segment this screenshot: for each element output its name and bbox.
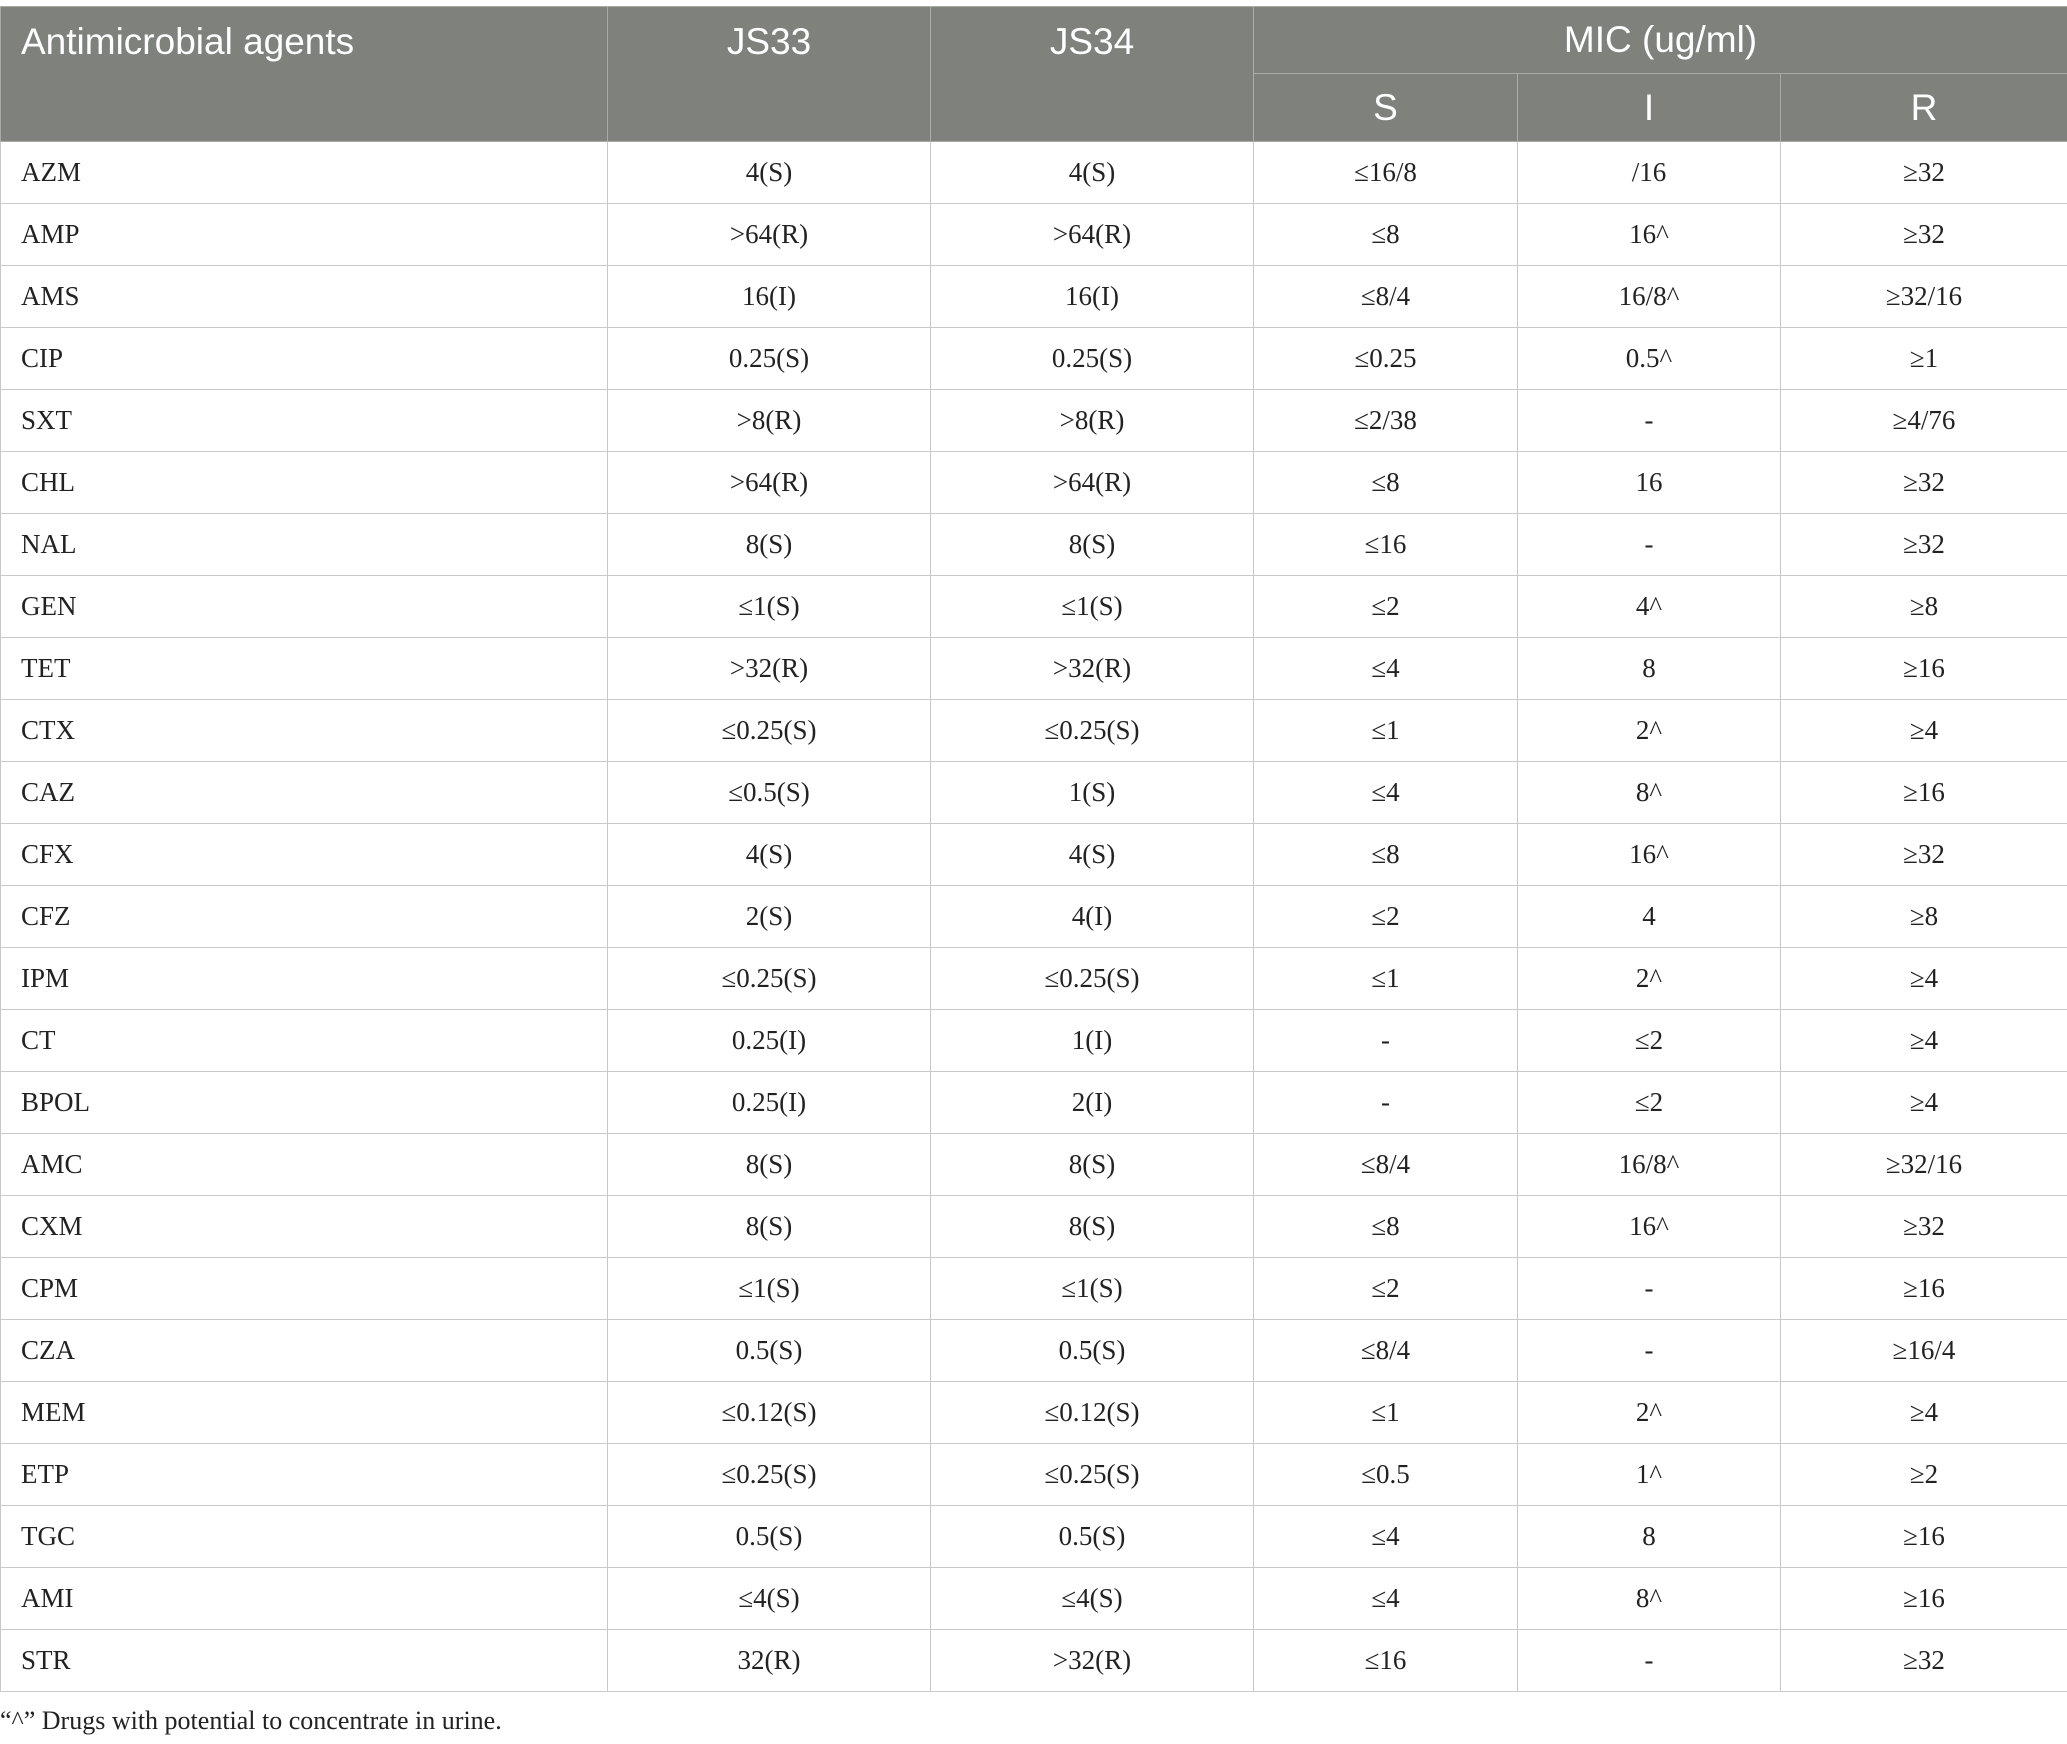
mic-s-cell: ≤8	[1254, 824, 1518, 886]
header-js34: JS34	[931, 7, 1254, 142]
mic-i-cell: ≤2	[1518, 1072, 1781, 1134]
agent-cell: CTX	[1, 700, 608, 762]
mic-i-cell: 16^	[1518, 824, 1781, 886]
js34-cell: 0.5(S)	[931, 1320, 1254, 1382]
js33-cell: 4(S)	[608, 142, 931, 204]
mic-s-cell: ≤8/4	[1254, 1134, 1518, 1196]
agent-cell: CT	[1, 1010, 608, 1072]
table-row	[1, 514, 2067, 576]
mic-i-cell: 0.5^	[1518, 328, 1781, 390]
table-row	[1, 204, 2067, 266]
js34-cell: >64(R)	[931, 452, 1254, 514]
js34-cell: >8(R)	[931, 390, 1254, 452]
mic-s-cell: ≤4	[1254, 638, 1518, 700]
mic-s-cell: ≤2	[1254, 886, 1518, 948]
js34-cell: 4(S)	[931, 824, 1254, 886]
mic-s-cell: ≤16	[1254, 1630, 1518, 1692]
js34-cell: 16(I)	[931, 266, 1254, 328]
mic-s-cell: ≤16/8	[1254, 142, 1518, 204]
mic-s-cell: ≤8	[1254, 452, 1518, 514]
table-row	[1, 1568, 2067, 1630]
agent-cell: STR	[1, 1630, 608, 1692]
mic-r-cell: ≥16	[1781, 1258, 2067, 1320]
mic-s-cell: ≤8/4	[1254, 1320, 1518, 1382]
agent-cell: AZM	[1, 142, 608, 204]
js34-cell: 8(S)	[931, 514, 1254, 576]
table-row	[1, 142, 2067, 204]
mic-s-cell: ≤0.5	[1254, 1444, 1518, 1506]
js33-cell: 8(S)	[608, 514, 931, 576]
agent-cell: CHL	[1, 452, 608, 514]
table-row	[1, 390, 2067, 452]
mic-r-cell: ≥16	[1781, 1568, 2067, 1630]
js33-cell: >8(R)	[608, 390, 931, 452]
mic-s-cell: -	[1254, 1072, 1518, 1134]
mic-r-cell: ≥8	[1781, 886, 2067, 948]
mic-i-cell: 16^	[1518, 204, 1781, 266]
table-row	[1, 1010, 2067, 1072]
js33-cell: ≤0.5(S)	[608, 762, 931, 824]
js33-cell: >64(R)	[608, 204, 931, 266]
js34-cell: ≤1(S)	[931, 1258, 1254, 1320]
mic-r-cell: ≥32	[1781, 1630, 2067, 1692]
mic-r-cell: ≥2	[1781, 1444, 2067, 1506]
mic-s-cell: -	[1254, 1010, 1518, 1072]
js34-cell: ≤0.12(S)	[931, 1382, 1254, 1444]
agent-cell: AMP	[1, 204, 608, 266]
js34-cell: 1(S)	[931, 762, 1254, 824]
table-row	[1, 886, 2067, 948]
mic-r-cell: ≥32	[1781, 142, 2067, 204]
agent-cell: TGC	[1, 1506, 608, 1568]
js33-cell: 8(S)	[608, 1134, 931, 1196]
mic-i-cell: -	[1518, 1630, 1781, 1692]
js33-cell: ≤0.25(S)	[608, 948, 931, 1010]
agent-cell: GEN	[1, 576, 608, 638]
table-row	[1, 266, 2067, 328]
antimicrobial-mic-table	[0, 6, 2067, 1692]
mic-s-cell: ≤0.25	[1254, 328, 1518, 390]
mic-s-cell: ≤1	[1254, 1382, 1518, 1444]
js33-cell: 0.25(I)	[608, 1010, 931, 1072]
mic-s-cell: ≤8	[1254, 1196, 1518, 1258]
mic-i-cell: 16	[1518, 452, 1781, 514]
table-row	[1, 1444, 2067, 1506]
js33-cell: 16(I)	[608, 266, 931, 328]
js33-cell: 0.5(S)	[608, 1506, 931, 1568]
mic-r-cell: ≥4	[1781, 700, 2067, 762]
mic-i-cell: -	[1518, 514, 1781, 576]
mic-i-cell: 2^	[1518, 700, 1781, 762]
agent-cell: TET	[1, 638, 608, 700]
mic-i-cell: 8^	[1518, 1568, 1781, 1630]
mic-s-cell: ≤16	[1254, 514, 1518, 576]
agent-cell: AMS	[1, 266, 608, 328]
mic-i-cell: ≤2	[1518, 1010, 1781, 1072]
header-i: I	[1518, 74, 1781, 142]
header-r: R	[1781, 74, 2067, 142]
js34-cell: >64(R)	[931, 204, 1254, 266]
js34-cell: 1(I)	[931, 1010, 1254, 1072]
table-row	[1, 700, 2067, 762]
table-footnote: “^” Drugs with potential to concentrate in urine.	[0, 1706, 502, 1735]
agent-cell: SXT	[1, 390, 608, 452]
table-row	[1, 1258, 2067, 1320]
header-row-top	[1, 7, 2067, 74]
mic-r-cell: ≥4	[1781, 1010, 2067, 1072]
mic-r-cell: ≥16	[1781, 762, 2067, 824]
table-row	[1, 638, 2067, 700]
mic-i-cell: 2^	[1518, 948, 1781, 1010]
mic-s-cell: ≤2/38	[1254, 390, 1518, 452]
table-row	[1, 1382, 2067, 1444]
mic-s-cell: ≤1	[1254, 948, 1518, 1010]
agent-cell: IPM	[1, 948, 608, 1010]
mic-s-cell: ≤4	[1254, 1568, 1518, 1630]
agent-cell: CPM	[1, 1258, 608, 1320]
mic-table-container	[0, 6, 2067, 1692]
agent-cell: AMI	[1, 1568, 608, 1630]
table-row	[1, 452, 2067, 514]
js33-cell: ≤4(S)	[608, 1568, 931, 1630]
header-antimicrobial-agents: Antimicrobial agents	[1, 7, 608, 142]
mic-s-cell: ≤8	[1254, 204, 1518, 266]
table-row	[1, 1072, 2067, 1134]
js33-cell: ≤0.25(S)	[608, 700, 931, 762]
header-s: S	[1254, 74, 1518, 142]
agent-cell: AMC	[1, 1134, 608, 1196]
mic-r-cell: ≥32	[1781, 514, 2067, 576]
agent-cell: CIP	[1, 328, 608, 390]
mic-r-cell: ≥32	[1781, 1196, 2067, 1258]
mic-i-cell: 2^	[1518, 1382, 1781, 1444]
js33-cell: 0.5(S)	[608, 1320, 931, 1382]
table-row	[1, 762, 2067, 824]
agent-cell: CXM	[1, 1196, 608, 1258]
js33-cell: 32(R)	[608, 1630, 931, 1692]
mic-r-cell: ≥16	[1781, 1506, 2067, 1568]
js33-cell: ≤1(S)	[608, 1258, 931, 1320]
table-row	[1, 576, 2067, 638]
js34-cell: ≤4(S)	[931, 1568, 1254, 1630]
mic-i-cell: 16/8^	[1518, 266, 1781, 328]
js34-cell: 0.25(S)	[931, 328, 1254, 390]
table-row	[1, 1320, 2067, 1382]
agent-cell: CZA	[1, 1320, 608, 1382]
mic-r-cell: ≥4	[1781, 1382, 2067, 1444]
agent-cell: NAL	[1, 514, 608, 576]
mic-r-cell: ≥1	[1781, 328, 2067, 390]
mic-r-cell: ≥4/76	[1781, 390, 2067, 452]
js34-cell: >32(R)	[931, 1630, 1254, 1692]
table-row	[1, 1506, 2067, 1568]
mic-r-cell: ≥32	[1781, 204, 2067, 266]
mic-i-cell: 16^	[1518, 1196, 1781, 1258]
mic-i-cell: 16/8^	[1518, 1134, 1781, 1196]
mic-i-cell: -	[1518, 390, 1781, 452]
mic-r-cell: ≥32/16	[1781, 266, 2067, 328]
agent-cell: CAZ	[1, 762, 608, 824]
js33-cell: ≤0.12(S)	[608, 1382, 931, 1444]
js34-cell: 2(I)	[931, 1072, 1254, 1134]
js33-cell: ≤0.25(S)	[608, 1444, 931, 1506]
header-js33: JS33	[608, 7, 931, 142]
header-mic: MIC (ug/ml)	[1254, 7, 2067, 74]
agent-cell: ETP	[1, 1444, 608, 1506]
mic-r-cell: ≥16	[1781, 638, 2067, 700]
mic-i-cell: 8	[1518, 1506, 1781, 1568]
mic-r-cell: ≥16/4	[1781, 1320, 2067, 1382]
table-row	[1, 1134, 2067, 1196]
table-row	[1, 824, 2067, 886]
js34-cell: ≤0.25(S)	[931, 948, 1254, 1010]
mic-i-cell: 8^	[1518, 762, 1781, 824]
js33-cell: 0.25(I)	[608, 1072, 931, 1134]
mic-i-cell: /16	[1518, 142, 1781, 204]
js33-cell: 2(S)	[608, 886, 931, 948]
js34-cell: ≤0.25(S)	[931, 700, 1254, 762]
js34-cell: ≤0.25(S)	[931, 1444, 1254, 1506]
agent-cell: MEM	[1, 1382, 608, 1444]
mic-s-cell: ≤8/4	[1254, 266, 1518, 328]
mic-r-cell: ≥4	[1781, 948, 2067, 1010]
mic-s-cell: ≤1	[1254, 700, 1518, 762]
js34-cell: ≤1(S)	[931, 576, 1254, 638]
agent-cell: CFZ	[1, 886, 608, 948]
js34-cell: >32(R)	[931, 638, 1254, 700]
js34-cell: 8(S)	[931, 1196, 1254, 1258]
mic-i-cell: 1^	[1518, 1444, 1781, 1506]
table-row	[1, 1196, 2067, 1258]
table-row	[1, 328, 2067, 390]
mic-r-cell: ≥32	[1781, 452, 2067, 514]
table-row	[1, 948, 2067, 1010]
js34-cell: 4(S)	[931, 142, 1254, 204]
js33-cell: 0.25(S)	[608, 328, 931, 390]
js34-cell: 4(I)	[931, 886, 1254, 948]
mic-s-cell: ≤2	[1254, 1258, 1518, 1320]
mic-i-cell: -	[1518, 1258, 1781, 1320]
js33-cell: 4(S)	[608, 824, 931, 886]
mic-r-cell: ≥4	[1781, 1072, 2067, 1134]
mic-s-cell: ≤4	[1254, 1506, 1518, 1568]
mic-i-cell: 4	[1518, 886, 1781, 948]
agent-cell: CFX	[1, 824, 608, 886]
mic-r-cell: ≥32	[1781, 824, 2067, 886]
mic-r-cell: ≥8	[1781, 576, 2067, 638]
table-body	[1, 142, 2067, 1692]
js33-cell: >32(R)	[608, 638, 931, 700]
mic-i-cell: 8	[1518, 638, 1781, 700]
js34-cell: 0.5(S)	[931, 1506, 1254, 1568]
js34-cell: 8(S)	[931, 1134, 1254, 1196]
mic-s-cell: ≤4	[1254, 762, 1518, 824]
table-row	[1, 1630, 2067, 1692]
mic-s-cell: ≤2	[1254, 576, 1518, 638]
js33-cell: 8(S)	[608, 1196, 931, 1258]
js33-cell: >64(R)	[608, 452, 931, 514]
table-header	[1, 7, 2067, 142]
mic-r-cell: ≥32/16	[1781, 1134, 2067, 1196]
agent-cell: BPOL	[1, 1072, 608, 1134]
js33-cell: ≤1(S)	[608, 576, 931, 638]
mic-i-cell: 4^	[1518, 576, 1781, 638]
mic-i-cell: -	[1518, 1320, 1781, 1382]
